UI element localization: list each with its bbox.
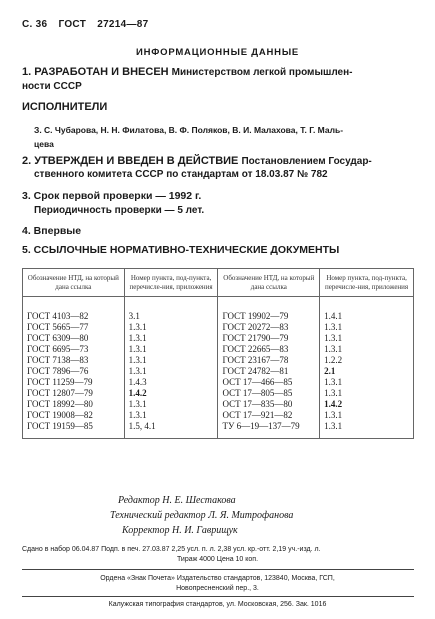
standard-number: 27214—87: [97, 19, 149, 30]
ntd-cell: ГОСТ 18992—80: [23, 399, 125, 410]
clause-cell: 3.1: [124, 297, 218, 323]
page-header: [22, 19, 157, 30]
ntd-cell: ГОСТ 23167—78: [218, 355, 320, 366]
section-5-label: 5. ССЫЛОЧНЫЕ НОРМАТИВНО-ТЕХНИЧЕСКИЕ ДОКУМЕНТЫ: [22, 244, 340, 256]
ntd-cell: ГОСТ 21790—79: [218, 333, 320, 344]
clause-cell: 1.3.1: [320, 377, 414, 388]
section-3-label: 3. Срок первой проверки — 1992 г.: [22, 190, 202, 202]
table-row: [23, 399, 414, 410]
ntd-cell: ГОСТ 12807—79: [23, 388, 125, 399]
ntd-cell: ГОСТ 19159—85: [23, 421, 125, 439]
standard-label: ГОСТ: [58, 19, 87, 30]
ntd-cell: ГОСТ 6695—73: [23, 344, 125, 355]
clause-cell: 1.3.1: [124, 333, 218, 344]
col-header-ntd-1: Обозначение НТД, на который дана ссылка: [23, 269, 125, 297]
imprint-divider-bottom: [22, 596, 414, 597]
ntd-cell: ГОСТ 22665—83: [218, 344, 320, 355]
ntd-cell: ГОСТ 11259—79: [23, 377, 125, 388]
ntd-cell: ГОСТ 5665—77: [23, 322, 125, 333]
clause-cell: 1.5, 4.1: [124, 421, 218, 439]
ntd-cell: ОСТ 17—921—82: [218, 410, 320, 421]
table-row: [23, 377, 414, 388]
clause-cell: 1.3.1: [320, 344, 414, 355]
section-3-text: Периодичность проверки — 5 лет.: [34, 205, 205, 216]
section-2-text: Постановлением Государ-: [241, 156, 372, 167]
clause-cell: 1.3.1: [124, 399, 218, 410]
imprint-publisher: Ордена «Знак Почета» Издательство стандартов, 123840, Москва, ГСП,: [100, 575, 335, 582]
imprint-printer: Калужская типография стандартов, ул. Московская, 256. Зак. 1016: [108, 601, 327, 608]
ntd-cell: ГОСТ 19008—82: [23, 410, 125, 421]
clause-cell: 1.4.1: [320, 297, 414, 323]
table-row: [23, 344, 414, 355]
performers-label: ИСПОЛНИТЕЛИ: [22, 101, 108, 113]
clause-cell: 1.3.1: [320, 322, 414, 333]
clause-cell: 1.3.1: [124, 366, 218, 377]
document-title: ИНФОРМАЦИОННЫЕ ДАННЫЕ: [135, 47, 300, 58]
section-1-label: 1. РАЗРАБОТАН И ВНЕСЕН: [22, 66, 169, 78]
ntd-cell: ГОСТ 6309—80: [23, 333, 125, 344]
ntd-cell: ОСТ 17—835—80: [218, 399, 320, 410]
ntd-cell: ОСТ 17—466—85: [218, 377, 320, 388]
clause-cell: 1.3.1: [124, 344, 218, 355]
ntd-cell: ОСТ 17—805—85: [218, 388, 320, 399]
clause-cell: 1.4.3: [124, 377, 218, 388]
col-header-clause-2: Номер пункта, под-пункта, перечисле-ния, приложения: [320, 269, 414, 297]
section-1-text-cont: ности СССР: [22, 81, 82, 92]
ntd-cell: ТУ 6—19—137—79: [218, 421, 320, 439]
table-row: [23, 297, 414, 323]
clause-cell: 1.2.2: [320, 355, 414, 366]
editor-credit: Редактор Н. Е. Шестакова: [118, 495, 236, 506]
performers-names-cont: цева: [34, 139, 54, 149]
table-row: [23, 421, 414, 439]
imprint-publisher-address: Новопресненский пер., 3.: [176, 585, 259, 592]
clause-cell: 2.1: [320, 366, 414, 377]
ntd-cell: ГОСТ 19902—79: [218, 297, 320, 323]
table-row: [23, 388, 414, 399]
col-header-clause-1: Номер пункта, под-пункта, перечисле-ния, приложения: [124, 269, 218, 297]
table-row: [23, 366, 414, 377]
clause-cell: 1.3.1: [320, 388, 414, 399]
section-4-label: 4. Впервые: [22, 225, 82, 237]
ntd-cell: ГОСТ 4103—82: [23, 297, 125, 323]
clause-cell: 1.4.2: [124, 388, 218, 399]
imprint-divider-top: [22, 569, 414, 570]
clause-cell: 1.3.1: [124, 410, 218, 421]
section-1-text: Министерством легкой промышлен-: [171, 67, 353, 78]
table-row: [23, 333, 414, 344]
table-row: [23, 410, 414, 421]
clause-cell: 1.3.1: [320, 410, 414, 421]
page-number: С. 36: [22, 19, 48, 30]
clause-cell: 1.4.2: [320, 399, 414, 410]
ntd-cell: ГОСТ 20272—83: [218, 322, 320, 333]
section-2: [22, 155, 372, 167]
clause-cell: 1.3.1: [320, 421, 414, 439]
section-2-text-cont: ственного комитета СССР по стандартам от 18.03.87 № 782: [34, 169, 328, 180]
table-row: [23, 322, 414, 333]
col-header-ntd-2: Обозначение НТД, на который дана ссылка: [218, 269, 320, 297]
section-2-label: 2. УТВЕРЖДЕН И ВВЕДЕН В ДЕЙСТВИЕ: [22, 155, 239, 167]
imprint-print-data: Сдано в набор 06.04.87 Подп. в печ. 27.03.87 2,25 усл. п. л. 2,38 усл. кр.-отт. 2,19 уч.-изд. л.: [22, 546, 321, 553]
section-1: [22, 66, 352, 78]
corrector-credit: Корректор Н. И. Гаврищук: [122, 525, 238, 536]
imprint-circulation: Тираж 4000 Цена 10 коп.: [176, 556, 259, 563]
clause-cell: 1.3.1: [124, 355, 218, 366]
tech-editor-credit: Технический редактор Л. Я. Митрофанова: [110, 510, 294, 521]
ntd-cell: ГОСТ 7138—83: [23, 355, 125, 366]
ntd-cell: ГОСТ 7896—76: [23, 366, 125, 377]
reference-table: [22, 268, 414, 439]
clause-cell: 1.3.1: [320, 333, 414, 344]
clause-cell: 1.3.1: [124, 322, 218, 333]
table-header-row: [23, 269, 414, 297]
table-row: [23, 355, 414, 366]
performers-names: З. С. Чубарова, Н. Н. Филатова, В. Ф. Поляков, В. И. Малахова, Т. Г. Маль-: [34, 125, 344, 135]
ntd-cell: ГОСТ 24782—81: [218, 366, 320, 377]
